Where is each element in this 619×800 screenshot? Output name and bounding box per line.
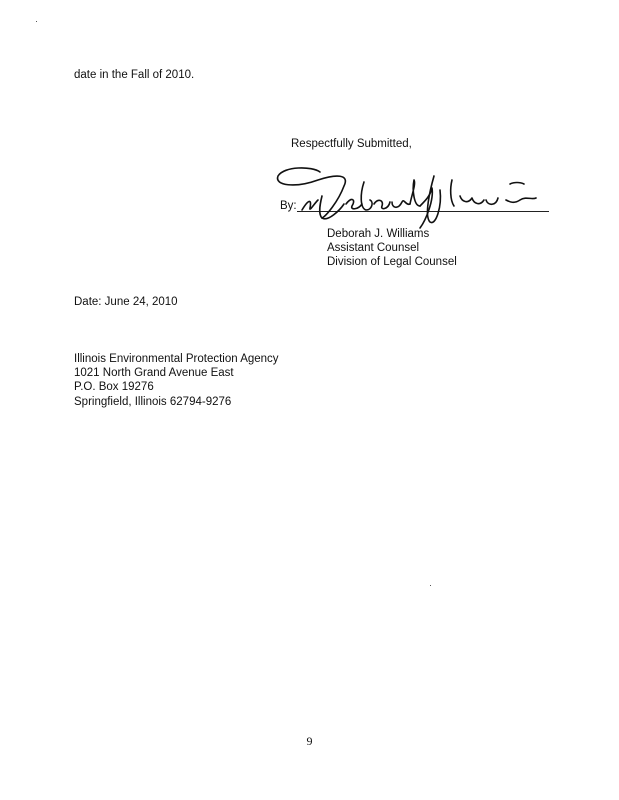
signer-title: Assistant Counsel [327, 242, 420, 254]
by-label: By: [280, 200, 297, 212]
address-line: P.O. Box 19276 [74, 381, 154, 393]
date-line: Date: June 24, 2010 [74, 296, 178, 308]
address-line: Illinois Environmental Protection Agency [74, 353, 279, 365]
page-number: 9 [306, 734, 313, 748]
address-line: Springfield, Illinois 62794-9276 [74, 396, 232, 408]
closing-text: Respectfully Submitted, [291, 138, 412, 150]
continuation-text: date in the Fall of 2010. [74, 69, 195, 81]
handwritten-signature [274, 160, 564, 232]
signer-name: Deborah J. Williams [327, 228, 430, 240]
scan-speck [430, 585, 431, 586]
address-line: 1021 North Grand Avenue East [74, 367, 234, 379]
signer-division: Division of Legal Counsel [327, 256, 457, 268]
scan-speck [36, 21, 37, 22]
